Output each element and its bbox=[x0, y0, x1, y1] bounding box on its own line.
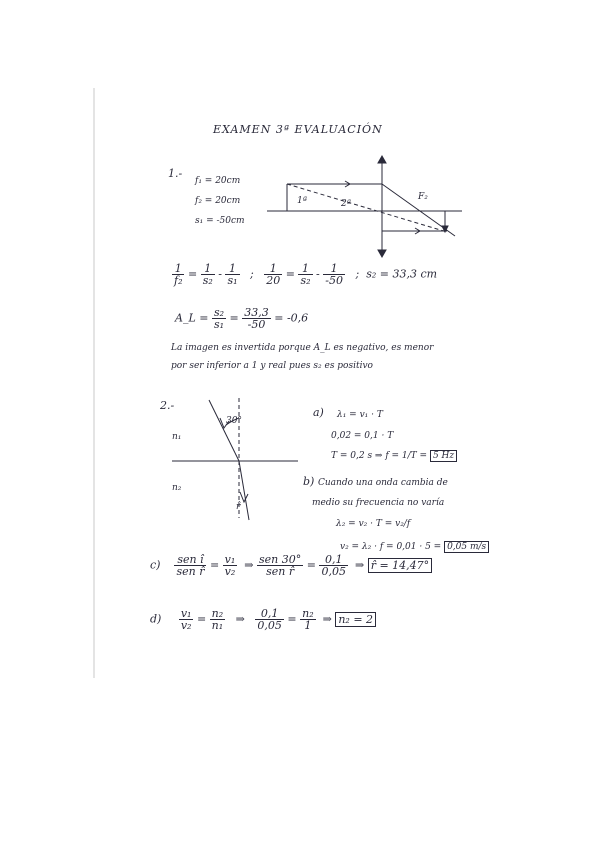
part-b-line-1: Cuando una onda cambia de bbox=[318, 478, 448, 488]
part-c-s30-num: sen 30° bbox=[259, 553, 302, 566]
part-d-b-den: 1 bbox=[304, 619, 312, 632]
part-d-arrow-2: ⇒ bbox=[322, 612, 332, 626]
part-d-a-den: 0,05 bbox=[257, 619, 282, 632]
part-d-eq-1: = bbox=[196, 612, 207, 626]
eq-n3: 1 bbox=[323, 263, 345, 275]
part-c-answer: r̂ = 14,47° bbox=[368, 558, 432, 573]
ray-label-1: 1ª bbox=[297, 196, 308, 206]
eq-t2-den: s₁ bbox=[227, 274, 238, 287]
conclusion-line-1: La imagen es invertida porque A_L es negativo, es menor bbox=[171, 343, 434, 353]
part-d-equation bbox=[150, 608, 376, 631]
part-c-s30-den: sen r̂ bbox=[266, 565, 295, 578]
mag-num1: s₂ bbox=[213, 306, 225, 319]
part-b-line-4-text: v₂ = λ₂ · f = 0,01 · 5 = bbox=[340, 542, 442, 552]
part-d-v-num: v₁ bbox=[180, 607, 192, 620]
magnification-equation: A_L = $\frac{\text{s₂}}{\text{s₁}}$ = $\frac{33,3}{-50}$ = -0,6 bbox=[175, 306, 309, 331]
refraction-angle-label: r̂ bbox=[236, 502, 241, 512]
given-f1: f₁ = 20cm bbox=[195, 176, 241, 186]
part-d-b-num: n₂ bbox=[302, 607, 314, 620]
focus-label: F₂ bbox=[418, 192, 428, 202]
mag-label: A_L = bbox=[175, 311, 209, 325]
part-c-eq-2: = bbox=[306, 558, 316, 572]
part-c-sin-den: sen r̂ bbox=[176, 565, 205, 578]
part-c-eq-1: = bbox=[209, 558, 220, 572]
part-d-a-num: 0,1 bbox=[255, 608, 284, 620]
part-a-label: a) bbox=[313, 406, 324, 419]
part-d-n-num: n₂ bbox=[211, 607, 224, 620]
mag-den1: s₁ bbox=[213, 318, 225, 331]
eq-t1-den: s₂ bbox=[202, 274, 213, 287]
eq-lhs-num: 1 bbox=[172, 263, 184, 275]
medium-n2-label: n₂ bbox=[172, 483, 182, 493]
eq-n1: 1 bbox=[264, 263, 282, 275]
part-d-label: d) bbox=[150, 612, 162, 626]
eq-d3: -50 bbox=[325, 274, 343, 287]
eq-result: s₂ = 33,3 cm bbox=[366, 267, 438, 281]
part-a-answer: 5 Hz bbox=[430, 450, 457, 462]
part-c-equation bbox=[150, 554, 432, 577]
eq-lhs-den: f₂ bbox=[174, 274, 183, 287]
part-c-sin-num: sen î bbox=[174, 554, 206, 566]
eq-d2: s₂ bbox=[300, 274, 311, 287]
lens-equation: $\frac{1}{\text{f₂}}$ = $\frac{1}{\text{s₂}}$ - $\frac{1}{\text{s₁}}$ ; $\frac{1}{20}$ = $\frac{1}{\text{s₂}}$ - $\frac{1}{-50}$ ; s₂ = 33,3 cm bbox=[174, 262, 438, 287]
ray-label-2: 2ª bbox=[341, 199, 352, 209]
mag-result: = -0,6 bbox=[274, 311, 309, 325]
part-c-r-den: 0,05 bbox=[321, 565, 346, 578]
given-f2: f₂ = 20cm bbox=[195, 196, 241, 206]
part-c-arrow: ⇒ bbox=[244, 558, 254, 572]
eq-t2-num: 1 bbox=[225, 263, 239, 275]
part-a-line-1: λ₁ = v₁ · T bbox=[337, 410, 383, 420]
incident-angle-label: 30° bbox=[226, 416, 242, 426]
part-d-arrow: ⇒ bbox=[235, 612, 245, 626]
mag-num2: 33,3 bbox=[244, 306, 269, 319]
part-c-label: c) bbox=[150, 558, 161, 572]
medium-n1-label: n₁ bbox=[172, 432, 182, 442]
part-d-answer: n₂ = 2 bbox=[335, 612, 376, 627]
part-b-line-2: medio su frecuencia no varía bbox=[312, 498, 445, 508]
eq-n2: 1 bbox=[298, 263, 312, 275]
problem-2-number: 2.- bbox=[160, 399, 175, 412]
part-b-line-3: λ₂ = v₂ · T = v₂/f bbox=[336, 519, 411, 529]
eq-d1: 20 bbox=[266, 274, 281, 287]
given-s1: s₁ = -50cm bbox=[195, 216, 245, 226]
eq-t1-num: 1 bbox=[201, 263, 215, 275]
part-b-label: b) bbox=[303, 475, 315, 488]
part-a-line-3-text: T = 0,2 s ⇒ f = 1/T = bbox=[331, 451, 428, 461]
part-c-v-num: v₁ bbox=[224, 553, 236, 566]
eq-sep-2: ; bbox=[355, 267, 360, 281]
part-b-answer: 0,05 m/s bbox=[444, 541, 489, 553]
part-d-v-den: v₂ bbox=[180, 619, 192, 632]
part-c-v-den: v₂ bbox=[224, 565, 236, 578]
conclusion-line-2: por ser inferior a 1 y real pues s₂ es positivo bbox=[171, 361, 373, 371]
exam-title: EXAMEN 3ª EVALUACIÓN bbox=[213, 123, 383, 136]
mag-den2: -50 bbox=[247, 318, 266, 331]
part-a-line-2: 0,02 = 0,1 · T bbox=[331, 431, 394, 441]
problem-1-number: 1.- bbox=[168, 167, 183, 180]
eq-sep-1: ; bbox=[250, 267, 254, 281]
part-c-arrow-2: ⇒ bbox=[354, 558, 365, 572]
part-b-line-4 bbox=[340, 542, 489, 553]
part-d-n-den: n₁ bbox=[211, 619, 224, 632]
part-c-r-num: 0,1 bbox=[319, 554, 348, 566]
part-d-eq-2: = bbox=[287, 612, 297, 626]
part-a-line-3 bbox=[331, 451, 457, 462]
